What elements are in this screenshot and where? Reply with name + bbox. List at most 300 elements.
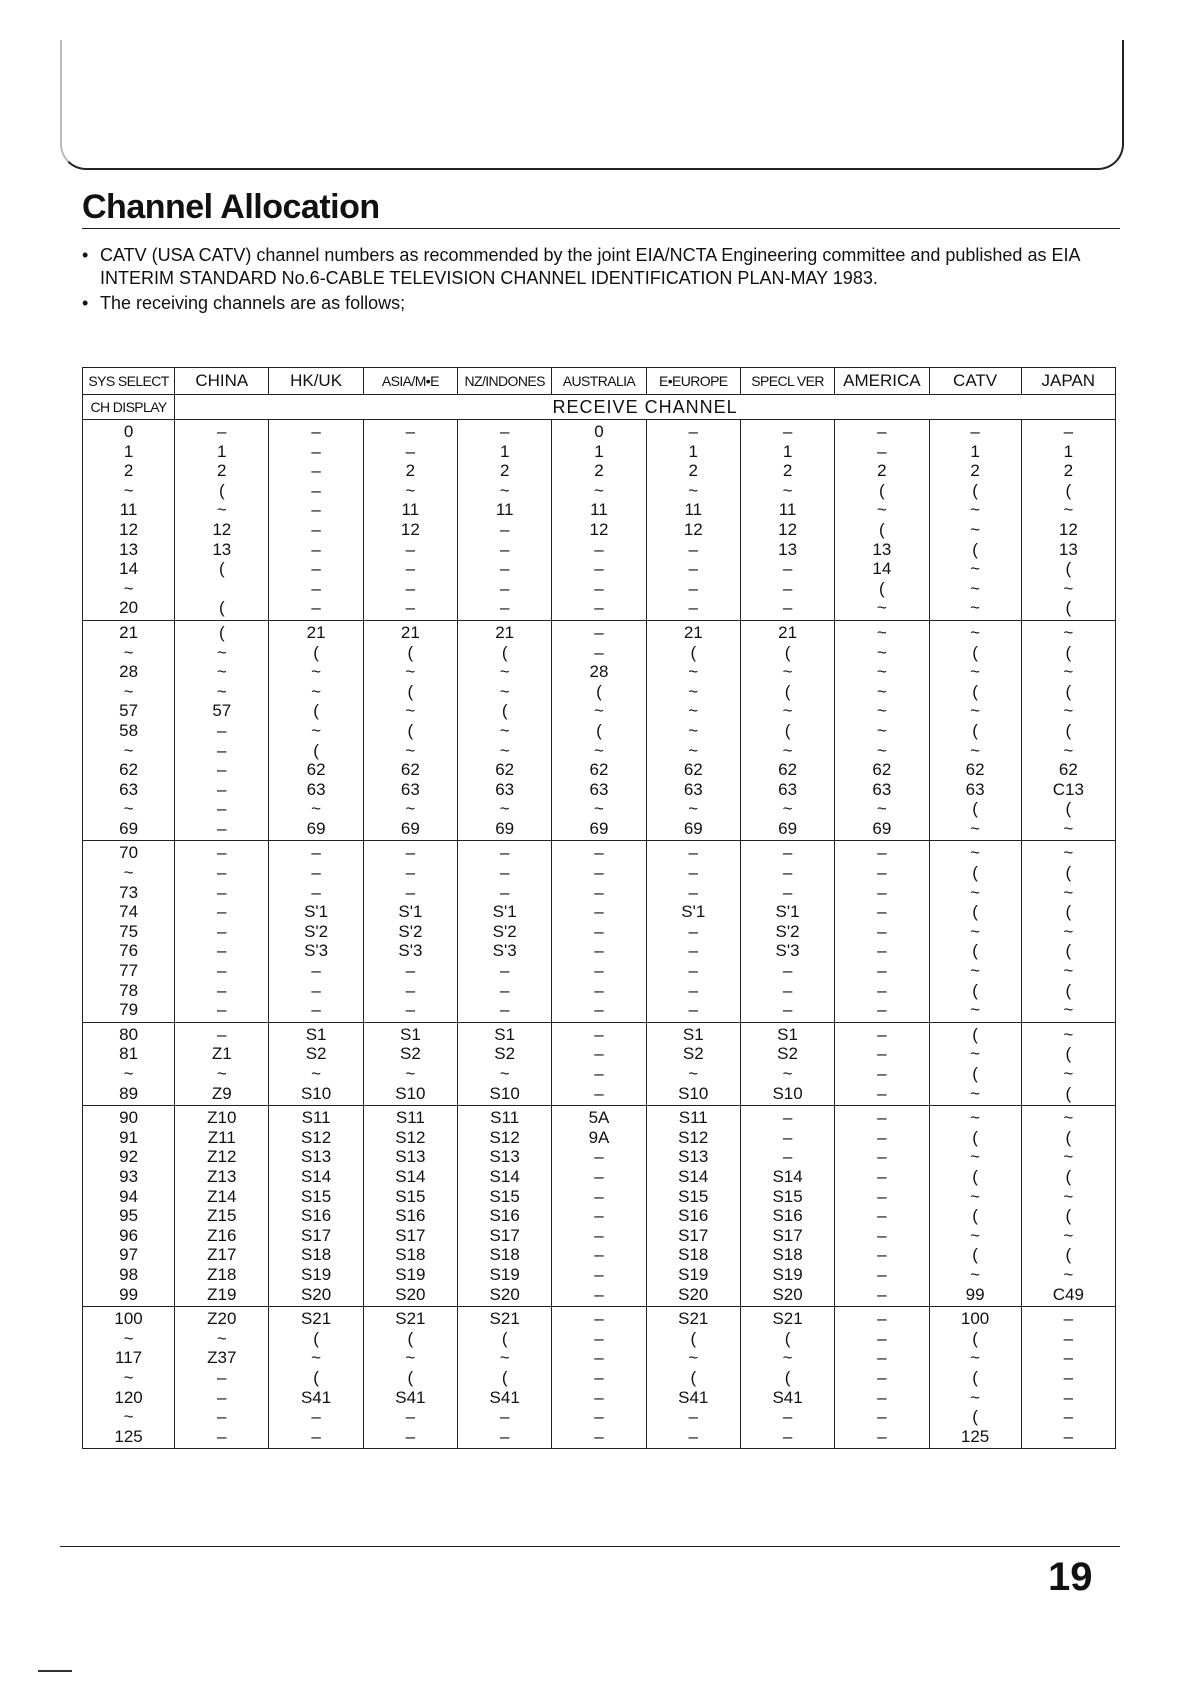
channel-value: ~ bbox=[970, 519, 981, 539]
channel-value: 96 bbox=[119, 1225, 139, 1245]
channel-value: S17 bbox=[395, 1225, 426, 1245]
channel-value: ~ bbox=[1063, 701, 1074, 721]
channel-value: – bbox=[311, 1426, 321, 1446]
channel-value: – bbox=[311, 598, 321, 618]
channel-value: ~ bbox=[1063, 1186, 1074, 1206]
receive-channel-cell bbox=[646, 1106, 740, 1307]
channel-value: Z17 bbox=[207, 1245, 237, 1265]
channel-value: S41 bbox=[395, 1387, 426, 1407]
channel-value: Z9 bbox=[211, 1083, 232, 1103]
channel-value: ~ bbox=[1063, 1264, 1074, 1284]
receive-channel-cell bbox=[269, 1106, 363, 1307]
channel-value: 62 bbox=[400, 760, 420, 780]
channel-value: ~ bbox=[688, 720, 699, 740]
channel-value: 95 bbox=[119, 1206, 139, 1226]
channel-value: ~ bbox=[405, 1064, 416, 1083]
channel-value: ~ bbox=[311, 662, 322, 682]
system-header-china: CHINA bbox=[175, 368, 269, 395]
channel-value: S17 bbox=[678, 1225, 709, 1245]
channel-value: ~ bbox=[970, 578, 981, 598]
channel-value: ~ bbox=[970, 1264, 981, 1284]
channel-value: – bbox=[782, 598, 793, 618]
channel-group-row bbox=[83, 1022, 1116, 1105]
channel-value: ( bbox=[972, 720, 978, 740]
channel-value: – bbox=[217, 1024, 227, 1044]
channel-value: ~ bbox=[594, 740, 604, 760]
channel-value: 57 bbox=[212, 701, 232, 721]
channel-value: ~ bbox=[970, 961, 981, 981]
channel-value: – bbox=[217, 902, 227, 922]
page-title: Channel Allocation bbox=[82, 188, 380, 226]
channel-value: – bbox=[594, 1426, 604, 1446]
channel-value: 12 bbox=[119, 519, 139, 539]
channel-value: 100 bbox=[960, 1309, 990, 1329]
channel-value: – bbox=[594, 1044, 604, 1064]
channel-value: Z14 bbox=[207, 1186, 237, 1206]
channel-value bbox=[175, 579, 268, 599]
ch-display-cell bbox=[83, 841, 175, 1022]
channel-value: – bbox=[688, 1407, 698, 1427]
receive-channel-cell bbox=[552, 420, 646, 621]
receive-channel-cell bbox=[646, 841, 740, 1022]
channel-value: 70 bbox=[119, 843, 139, 863]
channel-value: ( bbox=[784, 642, 791, 662]
channel-value: 12 bbox=[400, 519, 420, 539]
channel-value: ( bbox=[218, 480, 225, 500]
channel-value: ~ bbox=[688, 681, 699, 701]
channel-value: – bbox=[217, 843, 227, 863]
channel-value: 1 bbox=[970, 441, 980, 461]
channel-value: – bbox=[688, 941, 698, 961]
channel-value: ~ bbox=[970, 921, 981, 941]
channel-value: 62 bbox=[872, 760, 892, 780]
channel-group-row bbox=[83, 420, 1116, 621]
channel-value: ~ bbox=[405, 662, 416, 682]
channel-value: – bbox=[594, 882, 604, 902]
channel-value: – bbox=[877, 1000, 887, 1020]
channel-value: S10 bbox=[678, 1083, 709, 1103]
channel-value: ( bbox=[313, 642, 319, 662]
channel-value: – bbox=[594, 980, 604, 1000]
channel-value: ~ bbox=[123, 1064, 134, 1083]
channel-value: – bbox=[499, 1426, 510, 1446]
channel-value: ( bbox=[972, 480, 978, 500]
channel-value: ~ bbox=[970, 1000, 981, 1020]
channel-value: ( bbox=[1065, 799, 1072, 819]
channel-value: 125 bbox=[960, 1426, 990, 1446]
system-header-america: AMERICA bbox=[835, 368, 929, 395]
channel-value: ~ bbox=[123, 740, 134, 760]
bullet-receiving-channels: • The receiving channels are as follows; bbox=[82, 292, 1082, 315]
channel-value: S13 bbox=[300, 1147, 332, 1167]
channel-value: – bbox=[688, 559, 698, 579]
channel-value: 21 bbox=[119, 622, 139, 642]
channel-value: – bbox=[499, 578, 510, 598]
channel-value: ~ bbox=[311, 1348, 322, 1368]
channel-value: – bbox=[877, 1186, 887, 1206]
receive-channel-cell bbox=[1021, 1106, 1115, 1307]
receive-channel-cell bbox=[552, 1307, 646, 1449]
channel-value: ( bbox=[501, 1328, 508, 1348]
channel-value: S'1 bbox=[398, 902, 423, 922]
channel-value: ( bbox=[313, 1367, 319, 1387]
channel-value: – bbox=[217, 779, 227, 799]
ch-display-header-row bbox=[83, 395, 1116, 420]
channel-value: – bbox=[877, 1407, 887, 1427]
channel-value: ( bbox=[972, 1206, 978, 1226]
channel-value: C13 bbox=[1052, 779, 1084, 799]
receive-channel-cell bbox=[835, 1307, 929, 1449]
channel-value: ( bbox=[690, 1367, 697, 1387]
channel-value: – bbox=[594, 902, 604, 922]
channel-value: ~ bbox=[688, 1348, 699, 1368]
channel-value: 0 bbox=[123, 422, 134, 441]
channel-value: – bbox=[877, 1064, 887, 1083]
channel-value: 79 bbox=[119, 1000, 139, 1020]
channel-value: – bbox=[217, 1367, 227, 1387]
channel-value: – bbox=[405, 578, 416, 598]
channel-value: – bbox=[499, 519, 510, 539]
channel-value: S11 bbox=[490, 1108, 520, 1128]
channel-value: ~ bbox=[123, 681, 134, 701]
receive-channel-cell bbox=[835, 620, 929, 841]
channel-value: ( bbox=[879, 519, 885, 539]
channel-value: – bbox=[217, 1426, 227, 1446]
channel-value: – bbox=[217, 818, 227, 838]
channel-value: 58 bbox=[119, 720, 139, 740]
channel-value: ~ bbox=[782, 1348, 793, 1368]
ch-display-cell bbox=[83, 1022, 175, 1105]
channel-value: 12 bbox=[589, 519, 609, 539]
channel-value: ~ bbox=[782, 480, 793, 500]
channel-value: ( bbox=[784, 681, 791, 701]
channel-value: 93 bbox=[119, 1166, 139, 1186]
channel-value: – bbox=[405, 598, 416, 618]
receive-channel-label: RECEIVE CHANNEL bbox=[175, 395, 1116, 420]
channel-value: S10 bbox=[395, 1083, 426, 1103]
channel-value: 125 bbox=[114, 1426, 143, 1446]
channel-value: ( bbox=[596, 720, 602, 740]
channel-value: 62 bbox=[1058, 760, 1078, 780]
channel-value: 11 bbox=[495, 500, 514, 520]
channel-value: S21 bbox=[772, 1309, 803, 1329]
receive-channel-cell bbox=[458, 1106, 552, 1307]
channel-value: ( bbox=[972, 539, 978, 559]
channel-value: S11 bbox=[678, 1108, 708, 1128]
channel-value: 2 bbox=[123, 461, 134, 481]
channel-value: ( bbox=[972, 863, 978, 883]
channel-value: ~ bbox=[123, 863, 134, 883]
channel-value: 1 bbox=[1063, 441, 1074, 461]
channel-value: ( bbox=[1065, 681, 1072, 701]
channel-value: ~ bbox=[1063, 1108, 1074, 1128]
channel-value: 63 bbox=[589, 779, 609, 799]
channel-value: – bbox=[782, 1000, 793, 1020]
intro-bullets bbox=[82, 244, 1082, 317]
channel-value: – bbox=[311, 480, 321, 500]
receive-channel-cell bbox=[646, 420, 740, 621]
channel-value: 98 bbox=[119, 1264, 139, 1284]
channel-value: ~ bbox=[1063, 818, 1074, 838]
channel-value: S18 bbox=[300, 1245, 332, 1265]
system-header-catv: CATV bbox=[929, 368, 1021, 395]
channel-value: – bbox=[688, 863, 698, 883]
system-header-nz-indones: NZ/INDONES bbox=[458, 368, 552, 395]
channel-value: ~ bbox=[876, 500, 887, 520]
channel-value: – bbox=[311, 500, 321, 520]
channel-value: – bbox=[877, 902, 887, 922]
receive-channel-cell bbox=[1021, 841, 1115, 1022]
channel-value: – bbox=[688, 921, 698, 941]
receive-channel-cell bbox=[269, 620, 363, 841]
channel-value: 2 bbox=[499, 461, 510, 481]
channel-value: – bbox=[311, 863, 321, 883]
channel-value: S1 bbox=[399, 1024, 421, 1044]
ch-display-cell bbox=[83, 620, 175, 841]
channel-value: ~ bbox=[876, 740, 887, 760]
channel-value: S20 bbox=[395, 1284, 426, 1304]
channel-value: ( bbox=[972, 642, 978, 662]
channel-value: – bbox=[877, 1147, 887, 1167]
channel-value: ~ bbox=[405, 799, 416, 819]
channel-value: – bbox=[877, 882, 887, 902]
channel-value: ( bbox=[1065, 1044, 1072, 1064]
channel-value: 13 bbox=[778, 539, 798, 559]
channel-value: – bbox=[688, 422, 698, 441]
channel-value: 94 bbox=[119, 1186, 139, 1206]
channel-value: – bbox=[594, 1245, 604, 1265]
channel-value: S'3 bbox=[304, 941, 329, 961]
channel-value: – bbox=[311, 559, 321, 579]
channel-value: ~ bbox=[1063, 921, 1074, 941]
channel-value: – bbox=[499, 539, 510, 559]
channel-value: 91 bbox=[119, 1127, 139, 1147]
receive-channel-cell bbox=[740, 1022, 834, 1105]
channel-value: – bbox=[877, 863, 887, 883]
channel-value: S16 bbox=[772, 1206, 803, 1226]
channel-value: ~ bbox=[876, 598, 887, 618]
channel-value: ~ bbox=[1063, 662, 1074, 682]
receive-channel-cell bbox=[929, 1106, 1021, 1307]
channel-value: ~ bbox=[1063, 1000, 1074, 1020]
channel-value: – bbox=[217, 1407, 227, 1427]
channel-value: S'3 bbox=[492, 941, 517, 961]
channel-value: – bbox=[782, 843, 793, 863]
receive-channel-cell bbox=[269, 1022, 363, 1105]
channel-value: ~ bbox=[970, 1186, 981, 1206]
channel-value: – bbox=[311, 539, 321, 559]
channel-value: – bbox=[594, 863, 604, 883]
channel-value: 1 bbox=[123, 441, 134, 461]
channel-value: – bbox=[217, 799, 227, 819]
bullet-catv-note: • CATV (USA CATV) channel numbers as recommended by the joint EIA/NCTA Engineering committee and published as EIA INTERIM STANDARD No.6-CABLE TELEVISION CHANNEL IDENTIFICATION PLAN-MAY 1983. bbox=[82, 244, 1082, 290]
channel-value: – bbox=[594, 598, 604, 618]
receive-channel-cell bbox=[929, 1307, 1021, 1449]
channel-value: ( bbox=[407, 1328, 414, 1348]
channel-value: S2 bbox=[399, 1044, 421, 1064]
channel-value: ~ bbox=[876, 681, 887, 701]
channel-value: – bbox=[688, 598, 698, 618]
receive-channel-cell bbox=[646, 1307, 740, 1449]
channel-value: S19 bbox=[678, 1264, 709, 1284]
channel-value: ( bbox=[972, 1166, 978, 1186]
channel-value: S14 bbox=[300, 1166, 332, 1186]
channel-value: 1 bbox=[782, 441, 793, 461]
channel-value: ~ bbox=[782, 799, 793, 819]
channel-value: 2 bbox=[217, 461, 227, 481]
channel-value: ( bbox=[218, 598, 225, 618]
channel-value: – bbox=[499, 422, 510, 441]
channel-value: ~ bbox=[216, 1064, 227, 1083]
channel-value: 63 bbox=[683, 779, 703, 799]
channel-value: – bbox=[217, 941, 227, 961]
ch-display-cell bbox=[83, 1307, 175, 1449]
channel-value: ( bbox=[784, 720, 791, 740]
receive-channel-cell bbox=[458, 841, 552, 1022]
channel-value: ~ bbox=[970, 701, 981, 721]
channel-value: ~ bbox=[970, 1083, 981, 1103]
channel-value: S19 bbox=[300, 1264, 332, 1284]
channel-value: – bbox=[782, 422, 793, 441]
channel-value: 57 bbox=[119, 701, 139, 721]
channel-value: S15 bbox=[300, 1186, 332, 1206]
channel-value: – bbox=[594, 921, 604, 941]
channel-value: S17 bbox=[489, 1225, 520, 1245]
channel-value: 21 bbox=[495, 622, 515, 642]
channel-value: – bbox=[311, 961, 321, 981]
channel-value: ~ bbox=[123, 578, 134, 598]
channel-value: ~ bbox=[876, 662, 887, 682]
channel-value: ~ bbox=[876, 799, 887, 819]
channel-value: 117 bbox=[115, 1348, 143, 1368]
channel-value: 12 bbox=[683, 519, 703, 539]
system-header-asia-me: ASIA/M•E bbox=[363, 368, 457, 395]
channel-value: Z13 bbox=[207, 1166, 237, 1186]
receive-channel-cell bbox=[175, 1022, 269, 1105]
channel-value: 1 bbox=[499, 441, 510, 461]
channel-value: – bbox=[594, 1387, 604, 1407]
channel-value: – bbox=[217, 422, 227, 441]
channel-value: ( bbox=[501, 701, 508, 721]
channel-value: – bbox=[1063, 1309, 1074, 1329]
receive-channel-cell bbox=[175, 1106, 269, 1307]
channel-value: – bbox=[594, 539, 604, 559]
receive-channel-cell bbox=[646, 1022, 740, 1105]
channel-value: – bbox=[499, 882, 510, 902]
channel-value: S13 bbox=[489, 1147, 520, 1167]
channel-value: ~ bbox=[123, 1367, 134, 1387]
channel-value: S1 bbox=[305, 1024, 327, 1044]
channel-value: ~ bbox=[123, 1328, 134, 1348]
channel-value: – bbox=[594, 1407, 604, 1427]
channel-value: – bbox=[594, 1064, 604, 1083]
channel-value: 63 bbox=[119, 779, 139, 799]
channel-value: 77 bbox=[119, 961, 139, 981]
channel-value: – bbox=[688, 980, 698, 1000]
channel-value: – bbox=[1063, 1426, 1074, 1446]
channel-value: ( bbox=[1065, 1245, 1072, 1265]
channel-value: ( bbox=[972, 1407, 978, 1427]
channel-value: ~ bbox=[970, 1044, 981, 1064]
receive-channel-cell bbox=[552, 841, 646, 1022]
channel-value: ( bbox=[972, 1328, 978, 1348]
receive-channel-cell bbox=[1021, 420, 1115, 621]
receive-channel-cell bbox=[929, 841, 1021, 1022]
channel-value: S21 bbox=[678, 1309, 709, 1329]
channel-value: ~ bbox=[216, 500, 227, 520]
channel-value: S11 bbox=[301, 1108, 331, 1128]
channel-value: S18 bbox=[678, 1245, 709, 1265]
channel-value: ( bbox=[879, 578, 885, 598]
channel-value: S15 bbox=[489, 1186, 520, 1206]
channel-value: S'1 bbox=[681, 902, 706, 922]
channel-value: 63 bbox=[495, 779, 515, 799]
receive-channel-cell bbox=[269, 420, 363, 621]
channel-value: ~ bbox=[123, 642, 134, 662]
ch-display-cell bbox=[83, 420, 175, 621]
channel-value: ( bbox=[407, 720, 414, 740]
channel-value: S2 bbox=[777, 1044, 798, 1064]
channel-value: ~ bbox=[782, 1064, 793, 1083]
channel-value: ~ bbox=[970, 662, 981, 682]
channel-value: ~ bbox=[499, 799, 510, 819]
channel-value: 69 bbox=[778, 818, 798, 838]
channel-value: – bbox=[782, 980, 793, 1000]
channel-value: – bbox=[877, 1166, 887, 1186]
channel-value: – bbox=[311, 461, 321, 481]
channel-value: S10 bbox=[300, 1083, 332, 1103]
receive-channel-cell bbox=[835, 1022, 929, 1105]
channel-value: 13 bbox=[119, 539, 139, 559]
channel-value: – bbox=[499, 863, 510, 883]
channel-value: S41 bbox=[772, 1387, 803, 1407]
channel-value: S20 bbox=[489, 1284, 520, 1304]
channel-value: S12 bbox=[678, 1127, 709, 1147]
channel-value: ~ bbox=[499, 480, 510, 500]
channel-value: – bbox=[688, 843, 698, 863]
channel-value: – bbox=[782, 961, 793, 981]
channel-value: S'2 bbox=[398, 921, 423, 941]
channel-value: 9A bbox=[588, 1127, 610, 1147]
channel-value: 11 bbox=[119, 500, 138, 520]
channel-value: Z18 bbox=[207, 1264, 237, 1284]
channel-value: S'2 bbox=[492, 921, 517, 941]
channel-value: – bbox=[594, 1284, 604, 1304]
channel-value: – bbox=[594, 1166, 604, 1186]
channel-value: ~ bbox=[405, 701, 416, 721]
channel-value: 63 bbox=[778, 779, 798, 799]
channel-value: – bbox=[594, 961, 604, 981]
channel-value: ~ bbox=[970, 1108, 981, 1128]
channel-value: S11 bbox=[395, 1108, 425, 1128]
channel-value: – bbox=[688, 961, 698, 981]
channel-value: ~ bbox=[688, 799, 699, 819]
channel-value: ~ bbox=[1063, 1064, 1074, 1083]
channel-value: ~ bbox=[970, 882, 981, 902]
channel-value: ~ bbox=[311, 799, 322, 819]
channel-value: ~ bbox=[876, 642, 887, 662]
channel-value: ~ bbox=[216, 642, 227, 662]
channel-value: – bbox=[782, 1426, 793, 1446]
channel-value: ~ bbox=[970, 1147, 981, 1167]
channel-value: ( bbox=[1065, 863, 1072, 883]
channel-value: – bbox=[1063, 1367, 1074, 1387]
ch-display-label: CH DISPLAY bbox=[83, 395, 175, 420]
channel-value: ~ bbox=[876, 701, 887, 721]
channel-value: – bbox=[405, 863, 416, 883]
channel-value: ( bbox=[1065, 559, 1072, 579]
channel-value: – bbox=[1063, 422, 1074, 441]
